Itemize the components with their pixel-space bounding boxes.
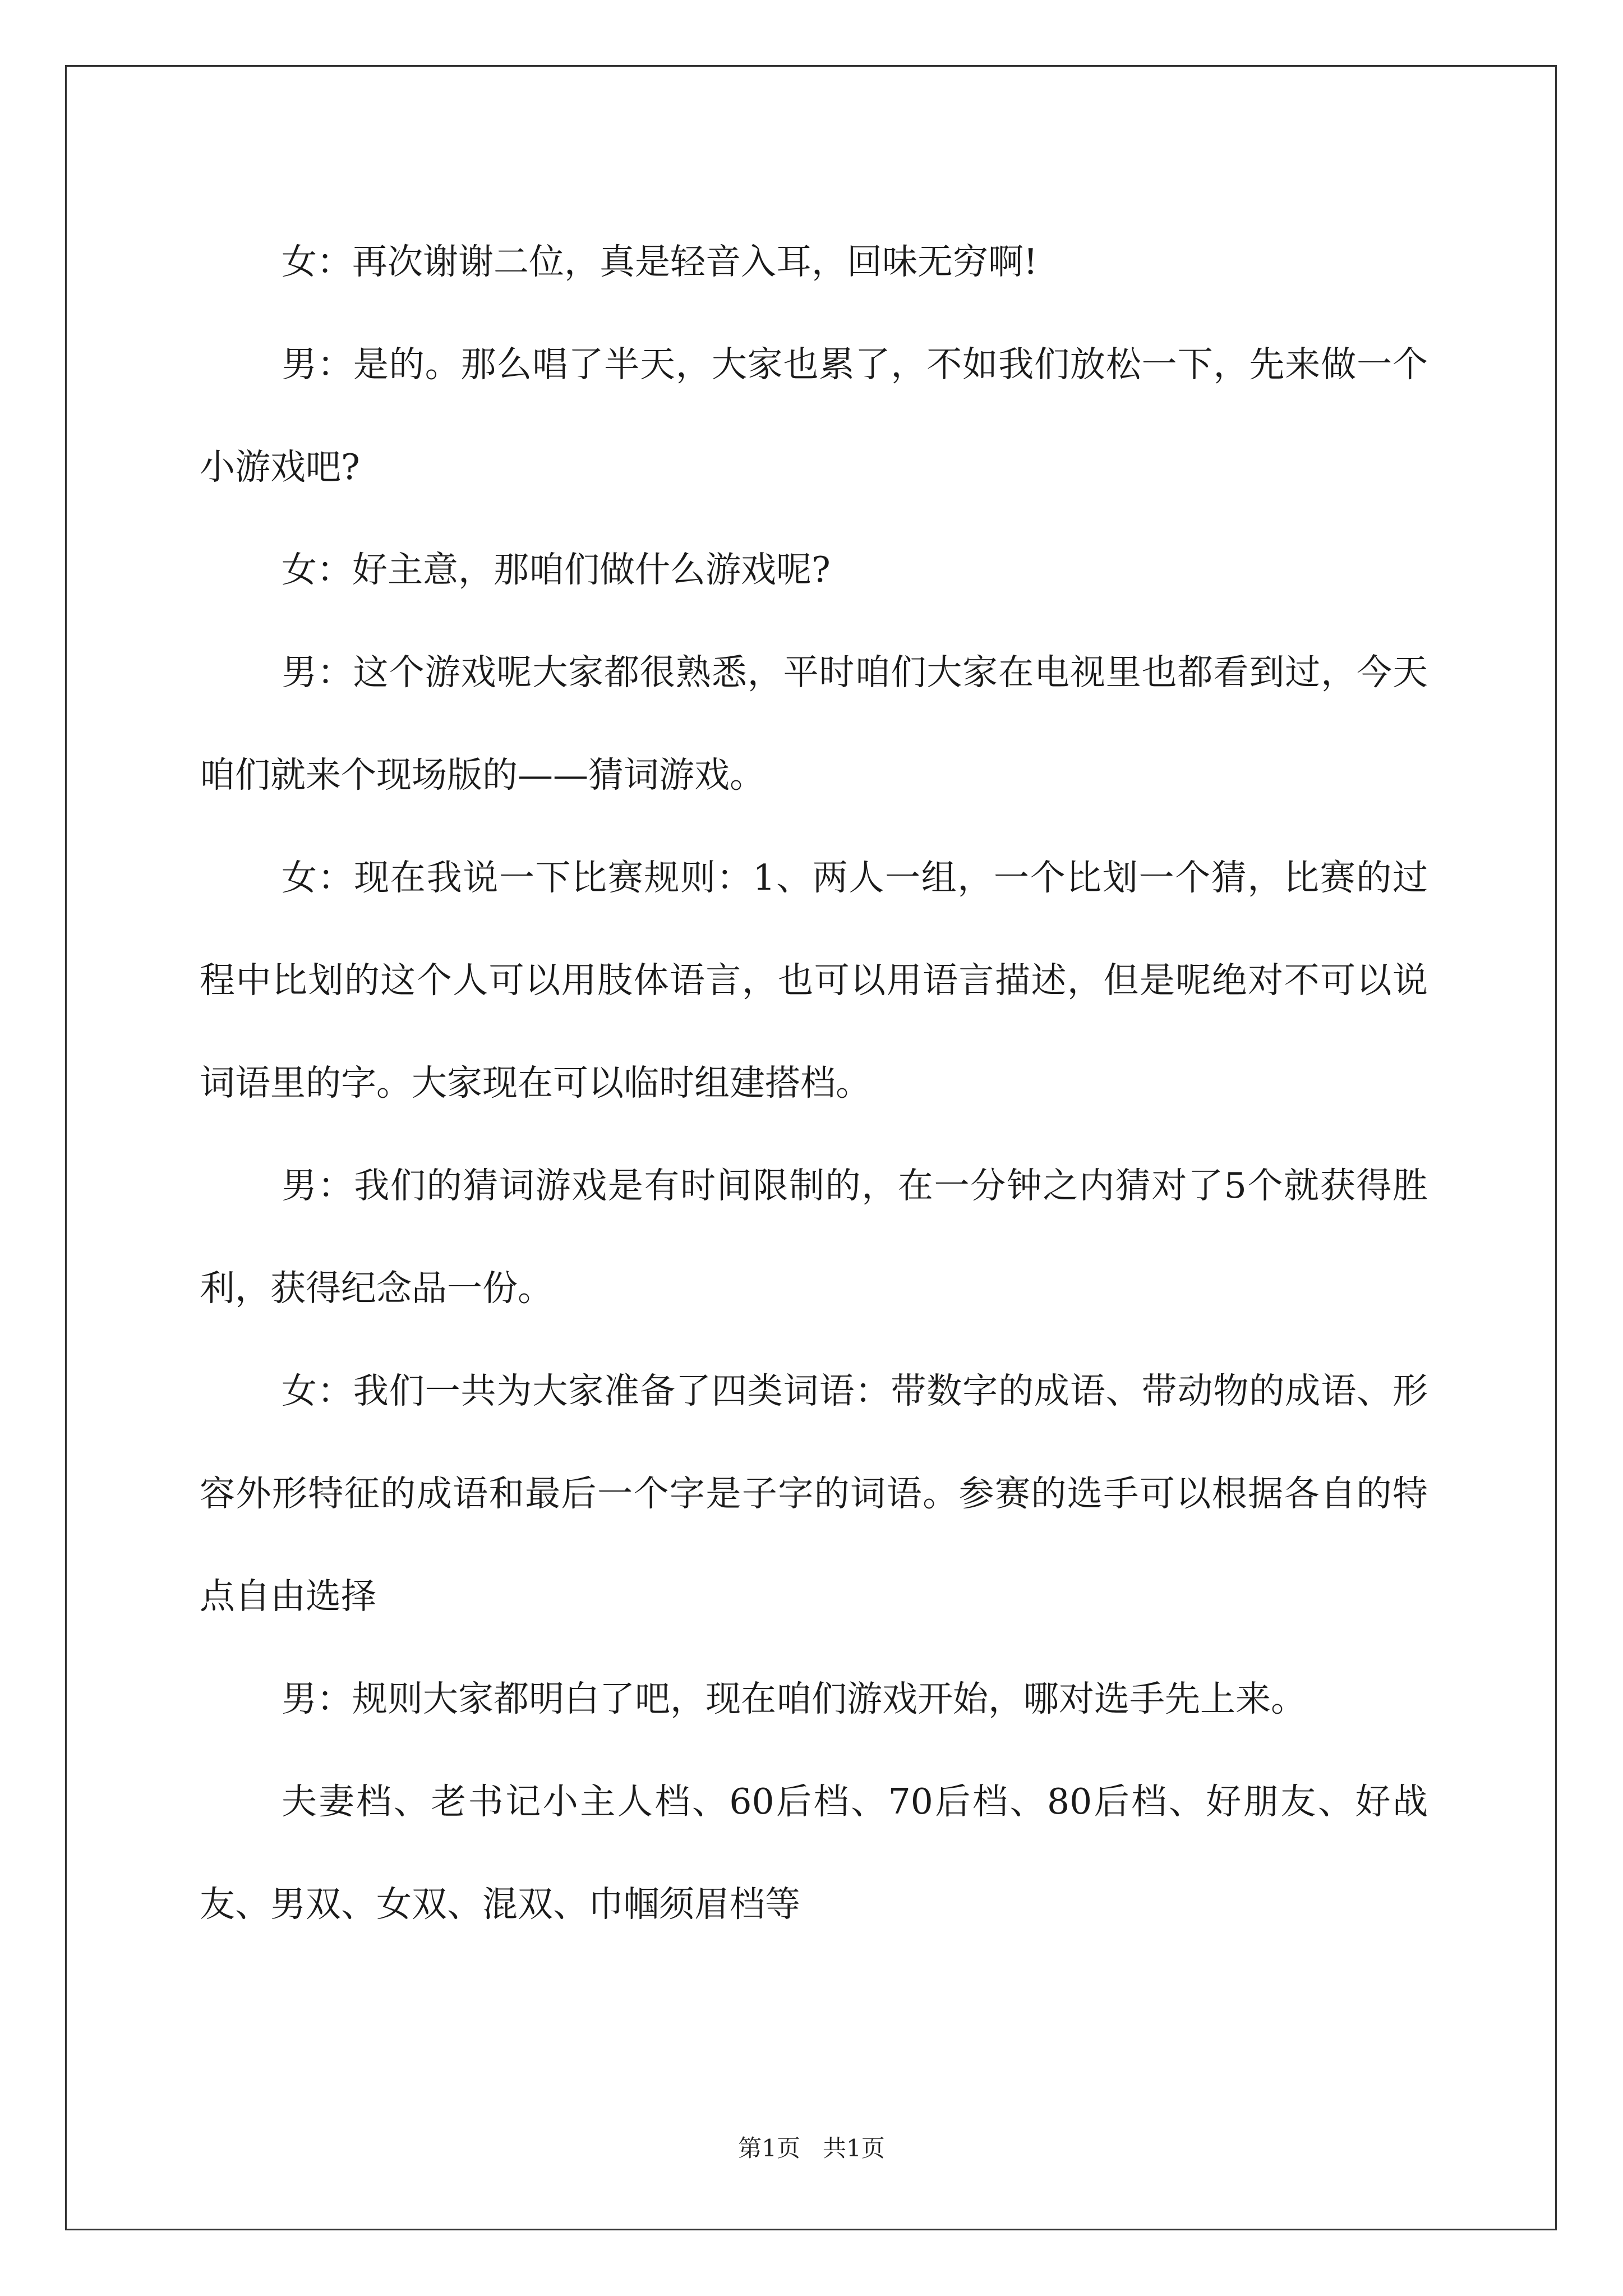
paragraph: 男：是的。那么唱了半天，大家也累了，不如我们放松一下，先来做一个小游戏吧? [200,344,1428,487]
document-body [200,210,1428,1955]
paragraph: 男：我们的猜词游戏是有时间限制的，在一分钟之内猜对了5个就获得胜利，获得纪念品一份。 [200,1165,1428,1309]
paragraph: 男：这个游戏呢大家都很熟悉，平时咱们大家在电视里也都看到过，今天咱们就来个现场版的——猜词游戏。 [200,652,1428,795]
paragraph: 男：规则大家都明白了吧，现在咱们游戏开始，哪对选手先上来。 [282,1678,1306,1719]
paragraph: 女：我们一共为大家准备了四类词语：带数字的成语、带动物的成语、形容外形特征的成语和最后一个字是子字的词语。参赛的选手可以根据各自的特点自由选择 [200,1370,1428,1617]
paragraph: 女：好主意，那咱们做什么游戏呢? [282,549,831,590]
paragraph: 女：再次谢谢二位，真是轻音入耳，回味无穷啊! [282,241,1038,282]
paragraph: 女：现在我说一下比赛规则：1、两人一组，一个比划一个猜，比赛的过程中比划的这个人可以用肢体语言，也可以用语言描述，但是呢绝对不可以说词语里的字。大家现在可以临时组建搭档。 [200,857,1428,1103]
paragraph: 夫妻档、老书记小主人档、60后档、70后档、80后档、好朋友、好战友、男双、女双、混双、巾帼须眉档等 [200,1781,1428,1925]
page-footer [0,2132,1623,2165]
page-total: 共1页 [823,2134,885,2162]
page-number: 第1页 [738,2134,800,2162]
